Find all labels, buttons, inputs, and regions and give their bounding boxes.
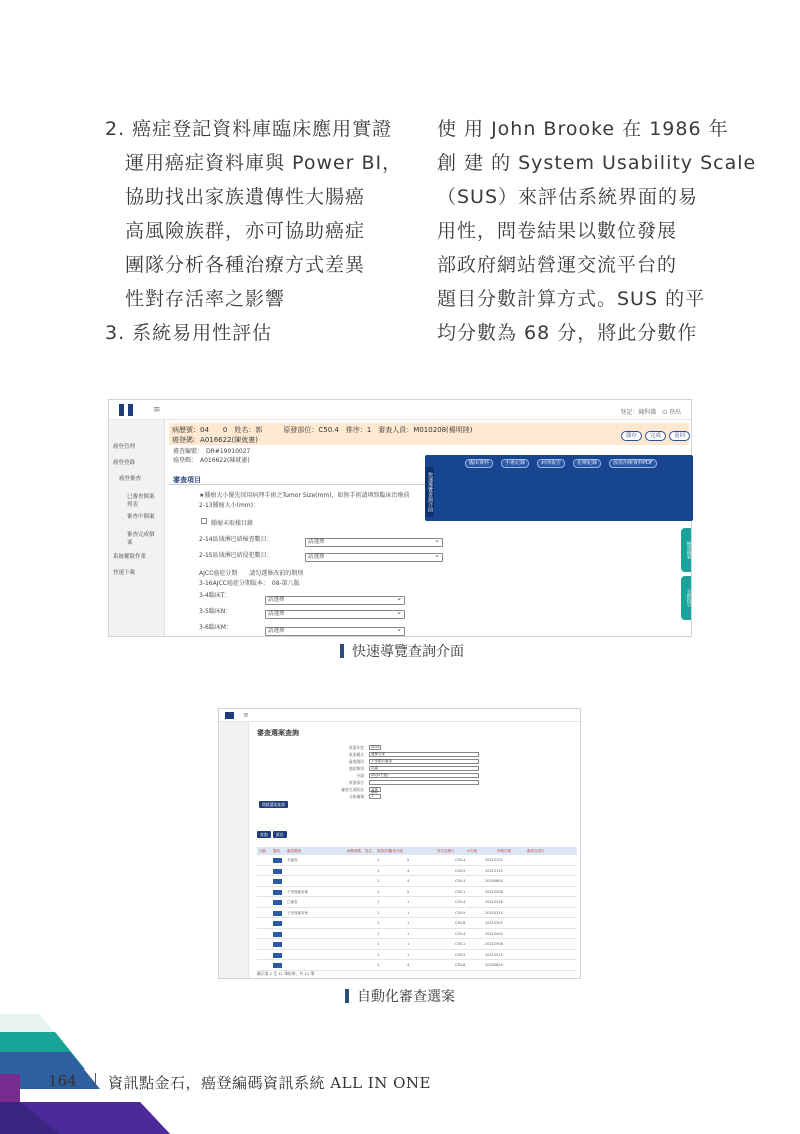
row-checkbox[interactable] — [257, 950, 271, 960]
query-button[interactable]: 查詢 — [257, 831, 271, 838]
results-table — [257, 847, 577, 971]
sidebar-item[interactable]: 癌登登錄 — [113, 460, 136, 466]
sidebar-item[interactable]: 已審查個案列表 — [127, 494, 155, 508]
table-cell: 1 — [377, 879, 380, 883]
table-cell: 20210510 — [485, 952, 503, 957]
text-line: 用性，問卷結果以數位發展 — [437, 220, 678, 242]
table-cell — [285, 950, 345, 960]
patient-info-line: 病歷號：04 0 姓名：郭 原發部位：C50.4 排序：1 審查人員：M010208(楊明陸) — [172, 426, 473, 434]
form-label: 3-16AJCC癌症分期版本： 08-第八版 — [199, 580, 300, 587]
table-cell — [345, 897, 375, 907]
review-meta — [173, 447, 250, 465]
text-line: （SUS）來評估系統界面的易 — [437, 186, 699, 208]
table-cell: 1 — [377, 963, 380, 967]
export-button[interactable]: 匯出 — [273, 831, 287, 838]
table-cell: 未審查 — [287, 858, 298, 862]
page-number: 164 — [48, 1072, 77, 1090]
form-label: 審查階段 — [348, 759, 364, 764]
column-header: 審查選案 — [287, 849, 301, 853]
table-cell: C50.8 — [455, 963, 466, 967]
table-cell — [345, 855, 375, 865]
table-cell: 20210315 — [485, 910, 503, 915]
table-body — [257, 855, 577, 971]
side-tab[interactable]: 分期指引 — [681, 576, 691, 620]
user-info[interactable]: 登記：陳科僑 ⏻ 登出 — [620, 409, 681, 416]
panel-button[interactable]: 臨床資料 — [465, 459, 493, 468]
column-header: 姓名 — [365, 849, 372, 853]
row-checkbox[interactable] — [257, 887, 271, 897]
row-checkbox[interactable] — [257, 908, 271, 918]
select-field[interactable]: 請選擇 ⌄ — [265, 610, 405, 619]
form-label: 收案年度 — [348, 745, 364, 750]
form-label: 3-4臨床T： — [199, 592, 231, 599]
table-cell: C50.1 — [455, 889, 466, 894]
table-row[interactable] — [257, 897, 577, 908]
row-checkbox[interactable] — [257, 866, 271, 876]
complete-button[interactable]: 完成 — [645, 431, 666, 441]
table-cell: 20200800 — [485, 879, 503, 883]
form-field[interactable]: 50(CI分組) — [369, 773, 479, 778]
table-cell — [345, 876, 375, 886]
table-cell — [285, 866, 345, 876]
table-cell: 20210508 — [485, 942, 503, 946]
table-cell — [285, 960, 345, 970]
text-line: 協助找出家族遺傳性大腸癌 — [125, 186, 366, 208]
table-cell: 4 — [407, 963, 410, 967]
form-note: ★腫瘤大小優先採用病理手術之Tumor Size(mm)，如無手術請填寫臨床治療前 — [199, 492, 410, 499]
sidebar-item[interactable]: 審查完成個案 — [127, 532, 155, 546]
row-checkbox[interactable] — [257, 855, 271, 865]
table-cell: 1 — [407, 910, 410, 915]
row-action-button[interactable] — [271, 939, 285, 949]
table-cell: 5 — [407, 889, 410, 894]
table-cell: 4 — [407, 879, 410, 883]
app-topbar — [109, 400, 691, 420]
form-field[interactable]: 選擇全部 — [369, 752, 479, 757]
text-line: 部政府網站營運交流平台的 — [437, 254, 678, 276]
sidebar-item[interactable]: 癌登管理 — [113, 444, 136, 450]
hospital-logo — [119, 404, 133, 416]
row-action-button[interactable] — [271, 960, 285, 970]
form-label: 3-6臨床M： — [199, 624, 232, 631]
table-cell: 不受理審查案 — [287, 910, 308, 915]
quick-nav-panel — [425, 455, 693, 521]
panel-button[interactable]: 化療紀錄 — [573, 459, 601, 468]
sidebar-item[interactable]: 快速下載 — [113, 570, 136, 576]
text-line: 高風險族群，亦可協助癌症 — [125, 220, 366, 242]
page-title: 審查選案查詢 — [257, 729, 299, 737]
row-action-button[interactable] — [271, 929, 285, 939]
column-header: 審查分組 — [389, 849, 403, 853]
table-cell: 20210226 — [485, 900, 503, 904]
table-cell — [285, 939, 345, 949]
right-column — [437, 112, 757, 350]
table-cell: 1 — [377, 942, 380, 946]
row-checkbox[interactable] — [257, 897, 271, 907]
text-line: 創 建 的 System Usability Scale — [437, 152, 757, 174]
select-field[interactable]: 請選擇 ⌄ — [305, 553, 443, 562]
sidebar-item[interactable]: 癌登審查 — [119, 476, 142, 482]
table-cell: 1 — [407, 952, 410, 957]
table-cell: 1 — [407, 942, 410, 946]
row-action-button[interactable] — [271, 908, 285, 918]
table-cell: 20210402 — [485, 931, 503, 936]
checkbox[interactable] — [201, 518, 207, 524]
table-cell — [345, 960, 375, 970]
text-line: 均分數為 68 分，將此分數作 — [437, 322, 698, 344]
section-title: 審查項目 — [173, 476, 201, 484]
table-cell — [285, 929, 345, 939]
column-header: 首次治療日 — [437, 849, 455, 853]
side-tab[interactable]: 癌登摘要 — [681, 528, 691, 572]
table-cell: 已審查 — [287, 900, 298, 904]
table-cell — [345, 950, 375, 960]
table-cell: C50.4 — [455, 858, 466, 862]
review-number: 審查編號： DR#19010027 — [173, 448, 251, 455]
form-field[interactable]: 2021 — [371, 745, 380, 749]
table-row[interactable] — [257, 950, 577, 961]
row-action-button[interactable] — [271, 918, 285, 928]
form-label: 2-14區域淋巴結檢查數目： — [199, 536, 273, 543]
select-field[interactable]: 請選擇 ⌄ — [305, 538, 443, 547]
table-cell — [285, 918, 345, 928]
table-row[interactable] — [257, 960, 577, 971]
form-field[interactable]: 1 — [369, 794, 381, 799]
caption-marker — [340, 644, 344, 658]
form-label: 2-13腫瘤大小(mm)： — [199, 502, 259, 509]
form-label: 3-5臨床N： — [199, 608, 232, 615]
table-row[interactable] — [257, 939, 577, 950]
table-row[interactable] — [257, 866, 577, 877]
table-cell: C50.9 — [455, 910, 466, 915]
table-cell: 1 — [377, 931, 380, 936]
figure-caption — [345, 986, 455, 1006]
menu-icon[interactable]: ≡ — [243, 711, 249, 719]
form-label: 審查完成狀況 — [341, 787, 364, 792]
form-label: 原發部位 — [348, 780, 364, 785]
menu-icon[interactable]: ≡ — [153, 405, 161, 415]
text-line: 題目分數計算方式。SUS 的平 — [437, 288, 706, 310]
text-line: 2. 癌症登記資料庫臨床應用實證 — [105, 118, 393, 140]
table-cell — [345, 929, 375, 939]
row-checkbox[interactable] — [257, 939, 271, 949]
caption-text: 快速導覽查詢介面 — [352, 644, 464, 660]
table-cell: 1 — [377, 858, 380, 862]
table-cell: C50.4 — [455, 931, 466, 936]
table-cell — [345, 908, 375, 918]
table-cell — [285, 876, 345, 886]
panel-button[interactable]: 手術記錄 — [501, 459, 529, 468]
select-field[interactable]: 請選擇 ⌄ — [265, 627, 405, 636]
app-topbar — [219, 709, 580, 722]
auto-review-screenshot — [218, 708, 581, 979]
form-field[interactable]: 乳癌 — [369, 766, 479, 771]
row-action-button[interactable] — [271, 950, 285, 960]
table-cell: 不受理審查案 — [287, 889, 308, 894]
table-row[interactable] — [257, 887, 577, 898]
figure-caption — [340, 641, 464, 661]
sidebar-item[interactable]: 系統權限作業 — [113, 554, 147, 560]
row-checkbox[interactable] — [257, 876, 271, 886]
table-cell: 1 — [377, 952, 380, 957]
quick-navigation-screenshot — [108, 399, 692, 637]
table-cell: 20210301 — [485, 921, 503, 925]
row-checkbox[interactable] — [257, 918, 271, 928]
table-cell: C50.4 — [455, 900, 466, 904]
form-label: 癌症類別 — [348, 766, 364, 771]
table-row[interactable] — [257, 855, 577, 866]
table-cell — [345, 939, 375, 949]
table-cell: 20200820 — [485, 963, 503, 967]
column-header: 原發部位 — [377, 849, 391, 853]
form-label: AJCC癌症分期 請勾選修改前的期別 — [199, 570, 304, 577]
registry-code: 癌登碼： A016622(陳就憲) — [173, 457, 250, 464]
table-row[interactable] — [257, 908, 577, 919]
table-cell: C50.4 — [455, 879, 466, 883]
table-cell: 1 — [407, 921, 410, 925]
text-line: 使 用 John Brooke 在 1986 年 — [437, 118, 729, 140]
row-checkbox[interactable] — [257, 929, 271, 939]
table-row[interactable] — [257, 918, 577, 929]
row-action-button[interactable] — [271, 855, 285, 865]
table-cell: 1 — [377, 889, 380, 894]
column-header: 功能 — [259, 849, 266, 853]
table-header — [257, 847, 577, 855]
divider — [95, 1073, 96, 1089]
caption-text: 自動化審查選案 — [357, 989, 455, 1005]
column-header: 病歷號碼 — [347, 849, 361, 853]
panel-button[interactable]: 病理報告 — [537, 459, 565, 468]
sidebar — [219, 722, 249, 978]
column-header: 審查完成日 — [527, 849, 545, 853]
table-cell — [345, 866, 375, 876]
form-label: 腫瘤未取樣目錄 — [211, 520, 254, 527]
left-column — [105, 112, 403, 350]
row-checkbox[interactable] — [257, 960, 271, 970]
table-cell: 4 — [407, 868, 410, 873]
sidebar — [109, 420, 165, 636]
table-cell: C50.9 — [455, 952, 466, 957]
table-cell — [345, 887, 375, 897]
table-cell: 5 — [407, 858, 410, 862]
table-cell: C50.8 — [455, 921, 466, 925]
table-cell: 1 — [377, 910, 380, 915]
row-action-button[interactable] — [271, 876, 285, 886]
form-label: 收案模式 — [348, 752, 364, 757]
form-field[interactable]: 不受限於審查 — [369, 759, 479, 764]
caption-marker — [345, 989, 349, 1003]
form-field[interactable]: 全部選取 — [369, 787, 381, 792]
back-button[interactable]: 返回 — [669, 431, 690, 441]
patient-info-line: 癌登碼：A016622(陳就憲) — [172, 436, 258, 444]
panel-button[interactable]: 放射治療資料PDF — [609, 459, 657, 468]
hospital-logo — [225, 712, 234, 719]
table-row[interactable] — [257, 876, 577, 887]
column-header: CI分組 — [467, 849, 478, 853]
table-cell: 20210120 — [485, 868, 503, 873]
table-footer: 顯示第 1 至 11 筆結果，共 11 筆 — [257, 971, 315, 976]
text-line: 3. 系統易用性評估 — [105, 322, 273, 344]
table-cell: 1 — [377, 868, 380, 873]
text-line: 團隊分析各種治療方式差異 — [125, 254, 366, 276]
patient-info-bar — [169, 423, 689, 445]
row-action-button[interactable] — [271, 897, 285, 907]
row-action-button[interactable] — [271, 866, 285, 876]
form-field[interactable] — [369, 780, 479, 785]
table-cell: 20210208 — [485, 889, 503, 894]
form-label: 分析編號 — [348, 794, 364, 799]
row-action-button[interactable] — [271, 887, 285, 897]
table-row[interactable] — [257, 929, 577, 940]
table-cell: 1 — [407, 900, 410, 904]
table-cell — [345, 918, 375, 928]
column-header: 申報日期 — [497, 849, 511, 853]
form-label: 分組 — [356, 773, 364, 778]
table-cell: 20210101 — [485, 858, 503, 862]
table-cell: 1 — [377, 921, 380, 925]
table-cell: C50.1 — [455, 942, 466, 946]
table-cell: C50.9 — [455, 868, 466, 873]
text-line: 性對存活率之影響 — [125, 288, 286, 310]
panel-tab[interactable]: 快速導覽查詢介面 — [425, 467, 434, 517]
column-header: 選取 — [273, 849, 280, 853]
form-label: 2-15區域淋巴結侵犯數目： — [199, 552, 273, 559]
divider — [169, 484, 429, 485]
select-field[interactable]: 請選擇 ⌄ — [265, 596, 405, 605]
sidebar-item[interactable]: 審查中個案 — [127, 514, 155, 520]
table-cell: 1 — [377, 900, 380, 904]
book-title: 資訊點金石，癌登編碼資訊系統 ALL IN ONE — [108, 1074, 431, 1092]
text-line: 運用癌症資料庫與 Power BI， — [125, 152, 403, 174]
save-button[interactable]: 儲存 — [621, 431, 642, 441]
table-cell: 1 — [407, 931, 410, 936]
search-button[interactable]: 開啟選案查詢 — [259, 801, 288, 808]
